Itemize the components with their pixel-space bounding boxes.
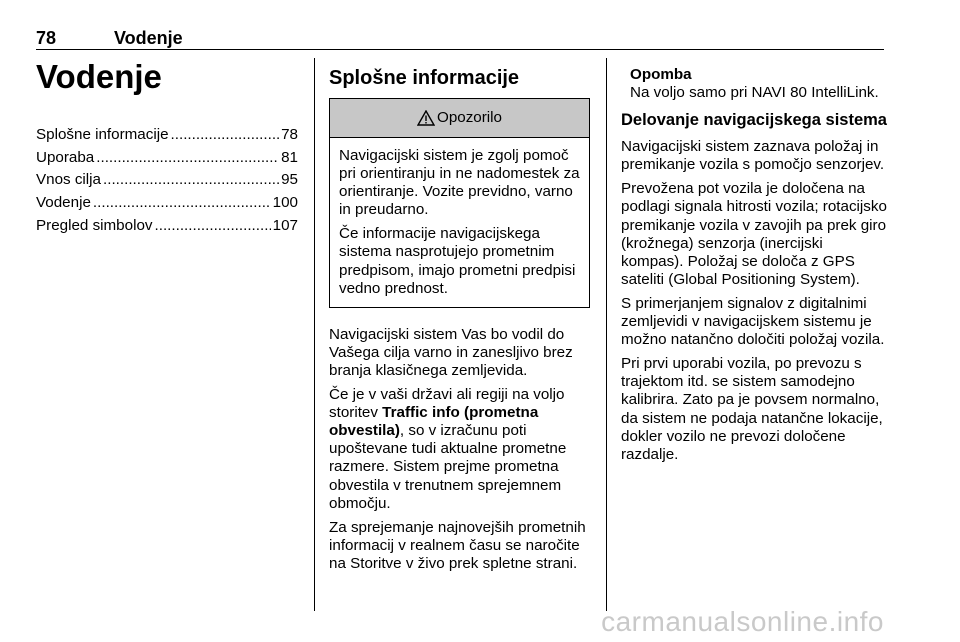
subsection-heading: Delovanje navigacijskega sistema: [621, 111, 887, 130]
toc-entry[interactable]: [36, 126, 298, 144]
text-span: Če je v vaši državi ali regiji na voljo storitev: [329, 386, 565, 422]
warning-body: [330, 138, 589, 307]
body-paragraph: Pri prvi uporabi vozila, po prevozu s trajektom itd. se sistem samodejno kalibrira. Zato pa je povsem normalno, da sistem ne podaja natančne lokacije, dokler vozilo ne prevozi določene razdalje.: [621, 355, 883, 463]
toc-label: Splošne informacije: [36, 126, 169, 143]
body-paragraph: Za sprejemanje najnovejših prometnih informacij v realnem času se naročite na Storitve v živo prek spletne strani.: [329, 518, 586, 572]
toc-entry[interactable]: [36, 194, 298, 212]
toc-entry[interactable]: [36, 217, 298, 235]
toc-page: 81: [281, 148, 298, 166]
toc-page: 95: [281, 171, 298, 189]
warning-title: Opozorilo: [437, 108, 502, 126]
warning-paragraph: Navigacijski sistem je zgolj pomoč pri orientiranju in ne nadomestek za orientiranje. Vozite previdno, varno in preudarno.: [339, 147, 580, 219]
toc-page: 78: [281, 126, 298, 143]
toc-entry[interactable]: [36, 171, 298, 189]
body-paragraph: [329, 386, 590, 513]
toc-page: 100: [272, 194, 298, 212]
note-text: Na voljo samo pri NAVI 80 IntelliLink.: [630, 84, 879, 102]
column-divider-2: [606, 58, 607, 611]
toc-entry[interactable]: [36, 149, 298, 167]
column-2: [329, 66, 590, 579]
toc-page: 107: [272, 216, 298, 234]
body-paragraph: Prevožena pot vozila je določena na podlagi signala hitrosti vozila; rotacijsko premikanje vozila v zavojih pa prek giro (krožnega) senzorja (inercijski kompas). Položaj se določa z GPS sateliti (Global Positioning System).: [621, 180, 887, 288]
text-span: , so v izračunu poti upoštevane tudi aktualne prometne razmere. Sistem prejme prometna obvestila v trenutnem sprejemnem območju.: [329, 422, 567, 512]
bold-term: Traffic info (prometna obvestila): [329, 404, 539, 440]
warning-paragraph: Če informacije navigacijskega sistema nasprotujejo prometnim predpisom, imajo prometni predpisi vedno prednost.: [339, 225, 576, 297]
toc-leader: [171, 126, 280, 144]
running-header-title: Vodenje: [114, 28, 183, 48]
toc-leader: [96, 149, 279, 167]
warning-triangle-icon: [417, 110, 435, 126]
body-paragraph: S primerjanjem signalov z digitalnimi zemljevidi v navigacijskem sistemu je možno natančno določiti položaj vozila.: [621, 294, 885, 349]
table-of-contents: [36, 126, 298, 235]
chapter-title: Vodenje: [36, 58, 162, 95]
toc-label: Uporaba: [36, 148, 95, 166]
body-paragraph: Navigacijski sistem Vas bo vodil do Vašega cilja varno in zanesljivo brez branja klasičnega zemljevida.: [329, 325, 573, 379]
toc-label: Vnos cilja: [36, 171, 101, 189]
column-3: [621, 66, 887, 470]
page-number: 78: [36, 28, 57, 48]
toc-leader: [155, 217, 271, 235]
column-divider-1: [314, 58, 315, 611]
body-paragraph: Navigacijski sistem zaznava položaj in premikanje vozila s pomočjo senzorjev.: [621, 138, 885, 174]
toc-leader: [93, 194, 271, 212]
section-heading: Splošne informacije: [329, 67, 520, 89]
toc-label: Pregled simbolov: [36, 216, 153, 234]
note-title: Opomba: [630, 66, 692, 83]
toc-leader: [103, 171, 279, 189]
warning-box: [329, 98, 590, 308]
warning-header: [330, 99, 589, 138]
toc-label: Vodenje: [36, 194, 91, 212]
column-1: [36, 58, 298, 239]
watermark-text: carmanualsonline.info: [601, 606, 884, 637]
header-rule: [36, 49, 884, 50]
